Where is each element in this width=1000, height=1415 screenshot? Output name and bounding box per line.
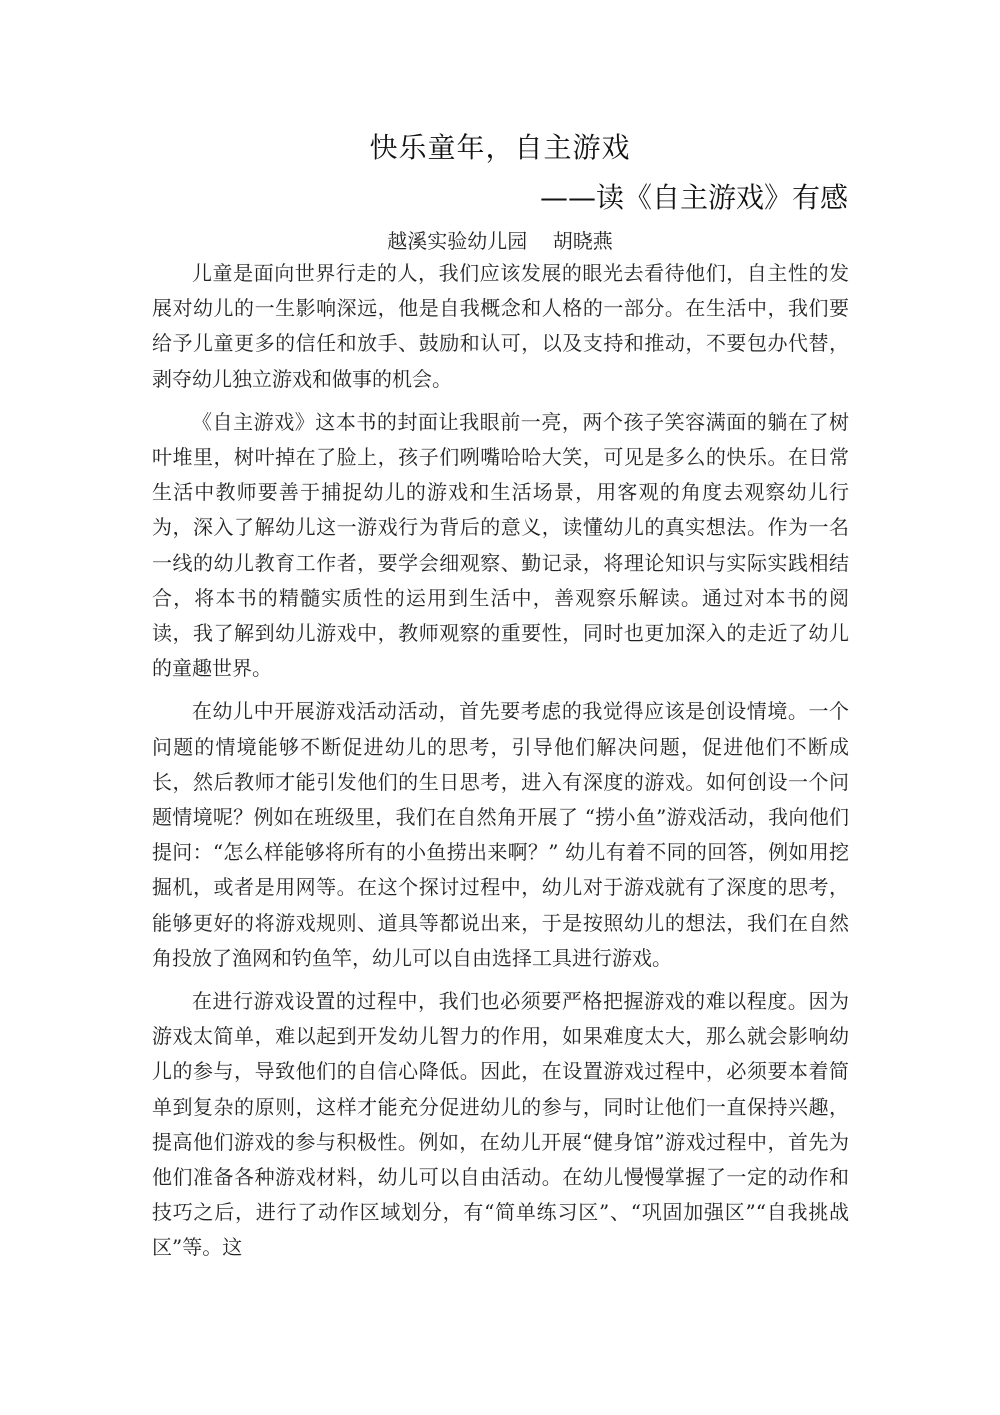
paragraph-1: 儿童是面向世界行走的人，我们应该发展的眼光去看待他们，自主性的发展对幼儿的一生影响深远，他是自我概念和人格的一部分。在生活中，我们要给予儿童更多的信任和放手、鼓励和认可，以及支持和推动，不要包办代替，剥夺幼儿独立游戏和做事的机会。 (152, 261, 849, 391)
document-subtitle: ——读《自主游戏》有感 (539, 181, 848, 214)
paragraph-3: 在幼儿中开展游戏活动活动，首先要考虑的我觉得应该是创设情境。一个问题的情境能够不断促进幼儿的思考，引导他们解决问题，促进他们不断成长，然后教师才能引发他们的生日思考，进入有深度的游戏。如何创设一个问题情境呢？例如在班级里，我们在自然角开展了 “捞小鱼”游戏活动，我向他们提问：“怎么样能够将所有的小鱼捞出来啊？” 幼儿有着不同的回答，例如用挖掘机，或者是用网等。在这个探讨过程中，幼儿对于游戏就有了深度的思考，能够更好的将游戏规则、道具等都说出来，于是按照幼儿的想法，我们在自然角投放了渔网和钓鱼竿，幼儿可以自由选择工具进行游戏。 (152, 699, 849, 970)
paragraph-4: 在进行游戏设置的过程中，我们也必须要严格把握游戏的难以程度。因为游戏太简单，难以起到开发幼儿智力的作用，如果难度太大，那么就会影响幼儿的参与，导致他们的自信心降低。因此，在设置游戏过程中，必须要本着简单到复杂的原则，这样才能充分促进幼儿的参与，同时让他们一直保持兴趣，提高他们游戏的参与积极性。例如，在幼儿开展“健身馆”游戏过程中，首先为他们准备各种游戏材料，幼儿可以自由活动。在幼儿慢慢掌握了一定的动作和技巧之后，进行了动作区域划分，有“简单练习区”、“巩固加强区”“自我挑战区”等。这 (152, 989, 849, 1260)
document-title: 快乐童年，自主游戏 (369, 131, 631, 164)
author-line: 越溪实验幼儿园 胡晓燕 (387, 229, 613, 253)
document-body (152, 256, 849, 1274)
paragraph-2: 《自主游戏》这本书的封面让我眼前一亮，两个孩子笑容满面的躺在了树叶堆里，树叶掉在了脸上，孩子们咧嘴哈哈大笑，可见是多么的快乐。在日常生活中教师要善于捕捉幼儿的游戏和生活场景，用客观的角度去观察幼儿行为，深入了解幼儿这一游戏行为背后的意义，读懂幼儿的真实想法。作为一名一线的幼儿教育工作者，要学会细观察、勤记录，将理论知识与实际实践相结合，将本书的精髓实质性的运用到生活中，善观察乐解读。通过对本书的阅读，我了解到幼儿游戏中，教师观察的重要性，同时也更加深入的走近了幼儿的童趣世界。 (152, 409, 849, 681)
